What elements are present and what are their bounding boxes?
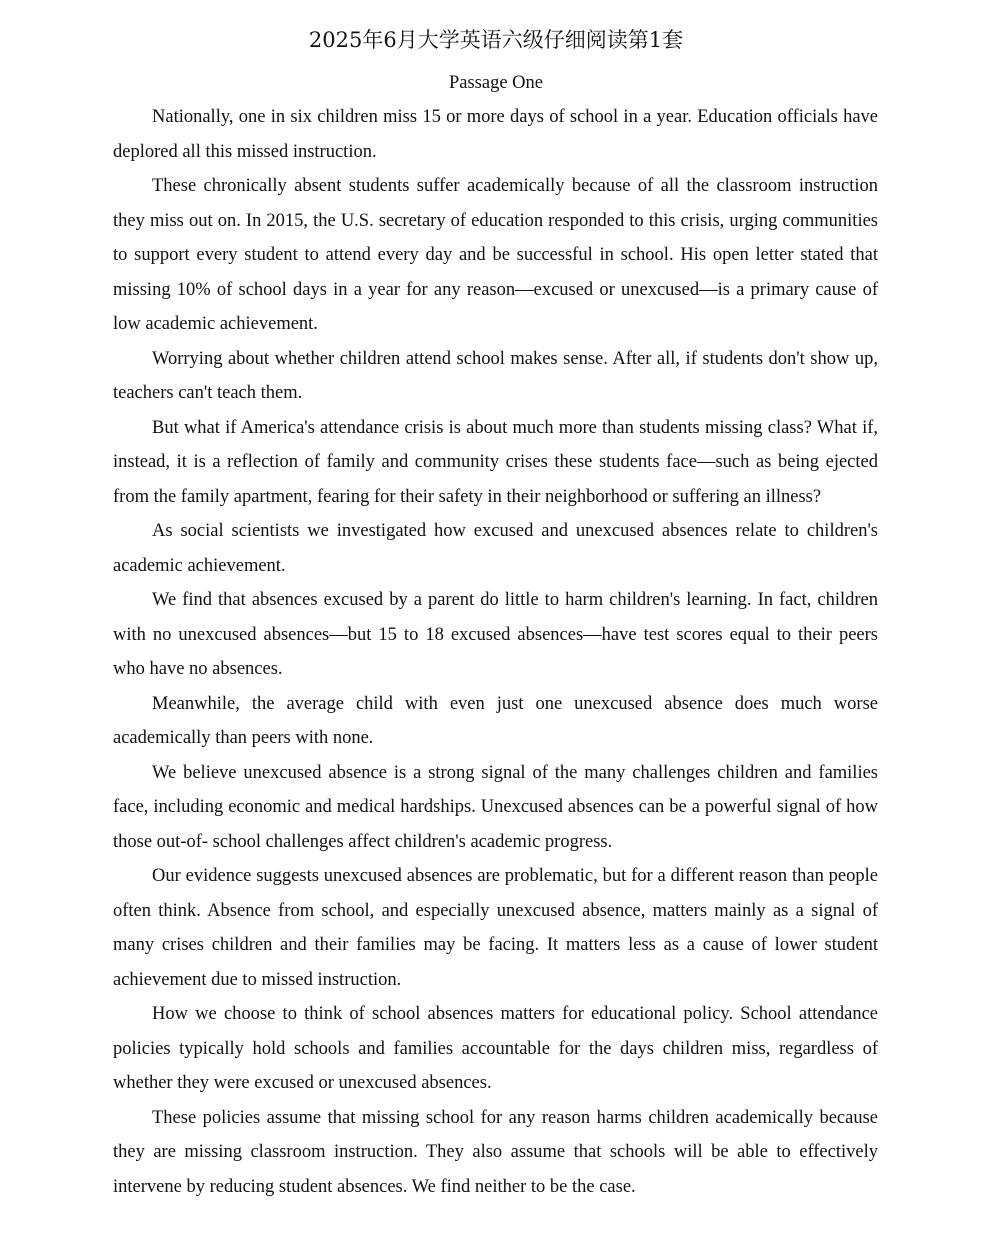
paragraph: These chronically absent students suffer academically because of all the classroom instruction they miss out on. In 2015, the U.S. secretary of education responded to this crisis, urging communities to support every student to attend every day and be successful in school. His open letter stated that missing 10% of school days in a year for any reason—excused or unexcused—is a primary cause of low academic achievement. [113,176,878,334]
paragraph: Our evidence suggests unexcused absences are problematic, but for a different reason than people often think. Absence from school, and especially unexcused absence, matters mainly as a signal of many crises children and their families may be facing. It matters less as a cause of lower student achievement due to missed instruction. [113,866,878,990]
document-title: 2025年6月大学英语六级仔细阅读第1套 [308,28,684,52]
paragraph: As social scientists we investigated how excused and unexcused absences relate to children's academic achievement. [113,521,878,576]
passage-title: Passage One [448,73,544,93]
paragraph: These policies assume that missing school for any reason harms children academically because they are missing classroom instruction. They also assume that schools will be able to effectively intervene by reducing student absences. We find neither to be the case. [113,1107,878,1197]
paragraph: But what if America's attendance crisis is about much more than students missing class? What if, instead, it is a reflection of family and community crises these students face—such as being ejected from the family apartment, fearing for their safety in their neighborhood or suffering an illness? [113,417,878,507]
passage-body [113,100,878,1204]
paragraph: We find that absences excused by a parent do little to harm children's learning. In fact, children with no unexcused absences—but 15 to 18 excused absences—have test scores equal to their peers who have no absences. [113,590,878,679]
paragraph: Meanwhile, the average child with even just one unexcused absence does much worse academically than peers with none. [113,693,878,748]
paragraph: Nationally, one in six children miss 15 or more days of school in a year. Education officials have deplored all this missed instruction. [113,107,878,162]
paragraph: Worrying about whether children attend school makes sense. After all, if students don't show up, teachers can't teach them. [113,348,878,403]
paragraph: We believe unexcused absence is a strong signal of the many challenges children and families face, including economic and medical hardships. Unexcused absences can be a powerful signal of how those out-of- school challenges affect children's academic progress. [113,762,878,852]
paragraph: How we choose to think of school absences matters for educational policy. School attendance policies typically hold schools and families accountable for the days children miss, regardless of whether they were excused or unexcused absences. [113,1004,878,1093]
